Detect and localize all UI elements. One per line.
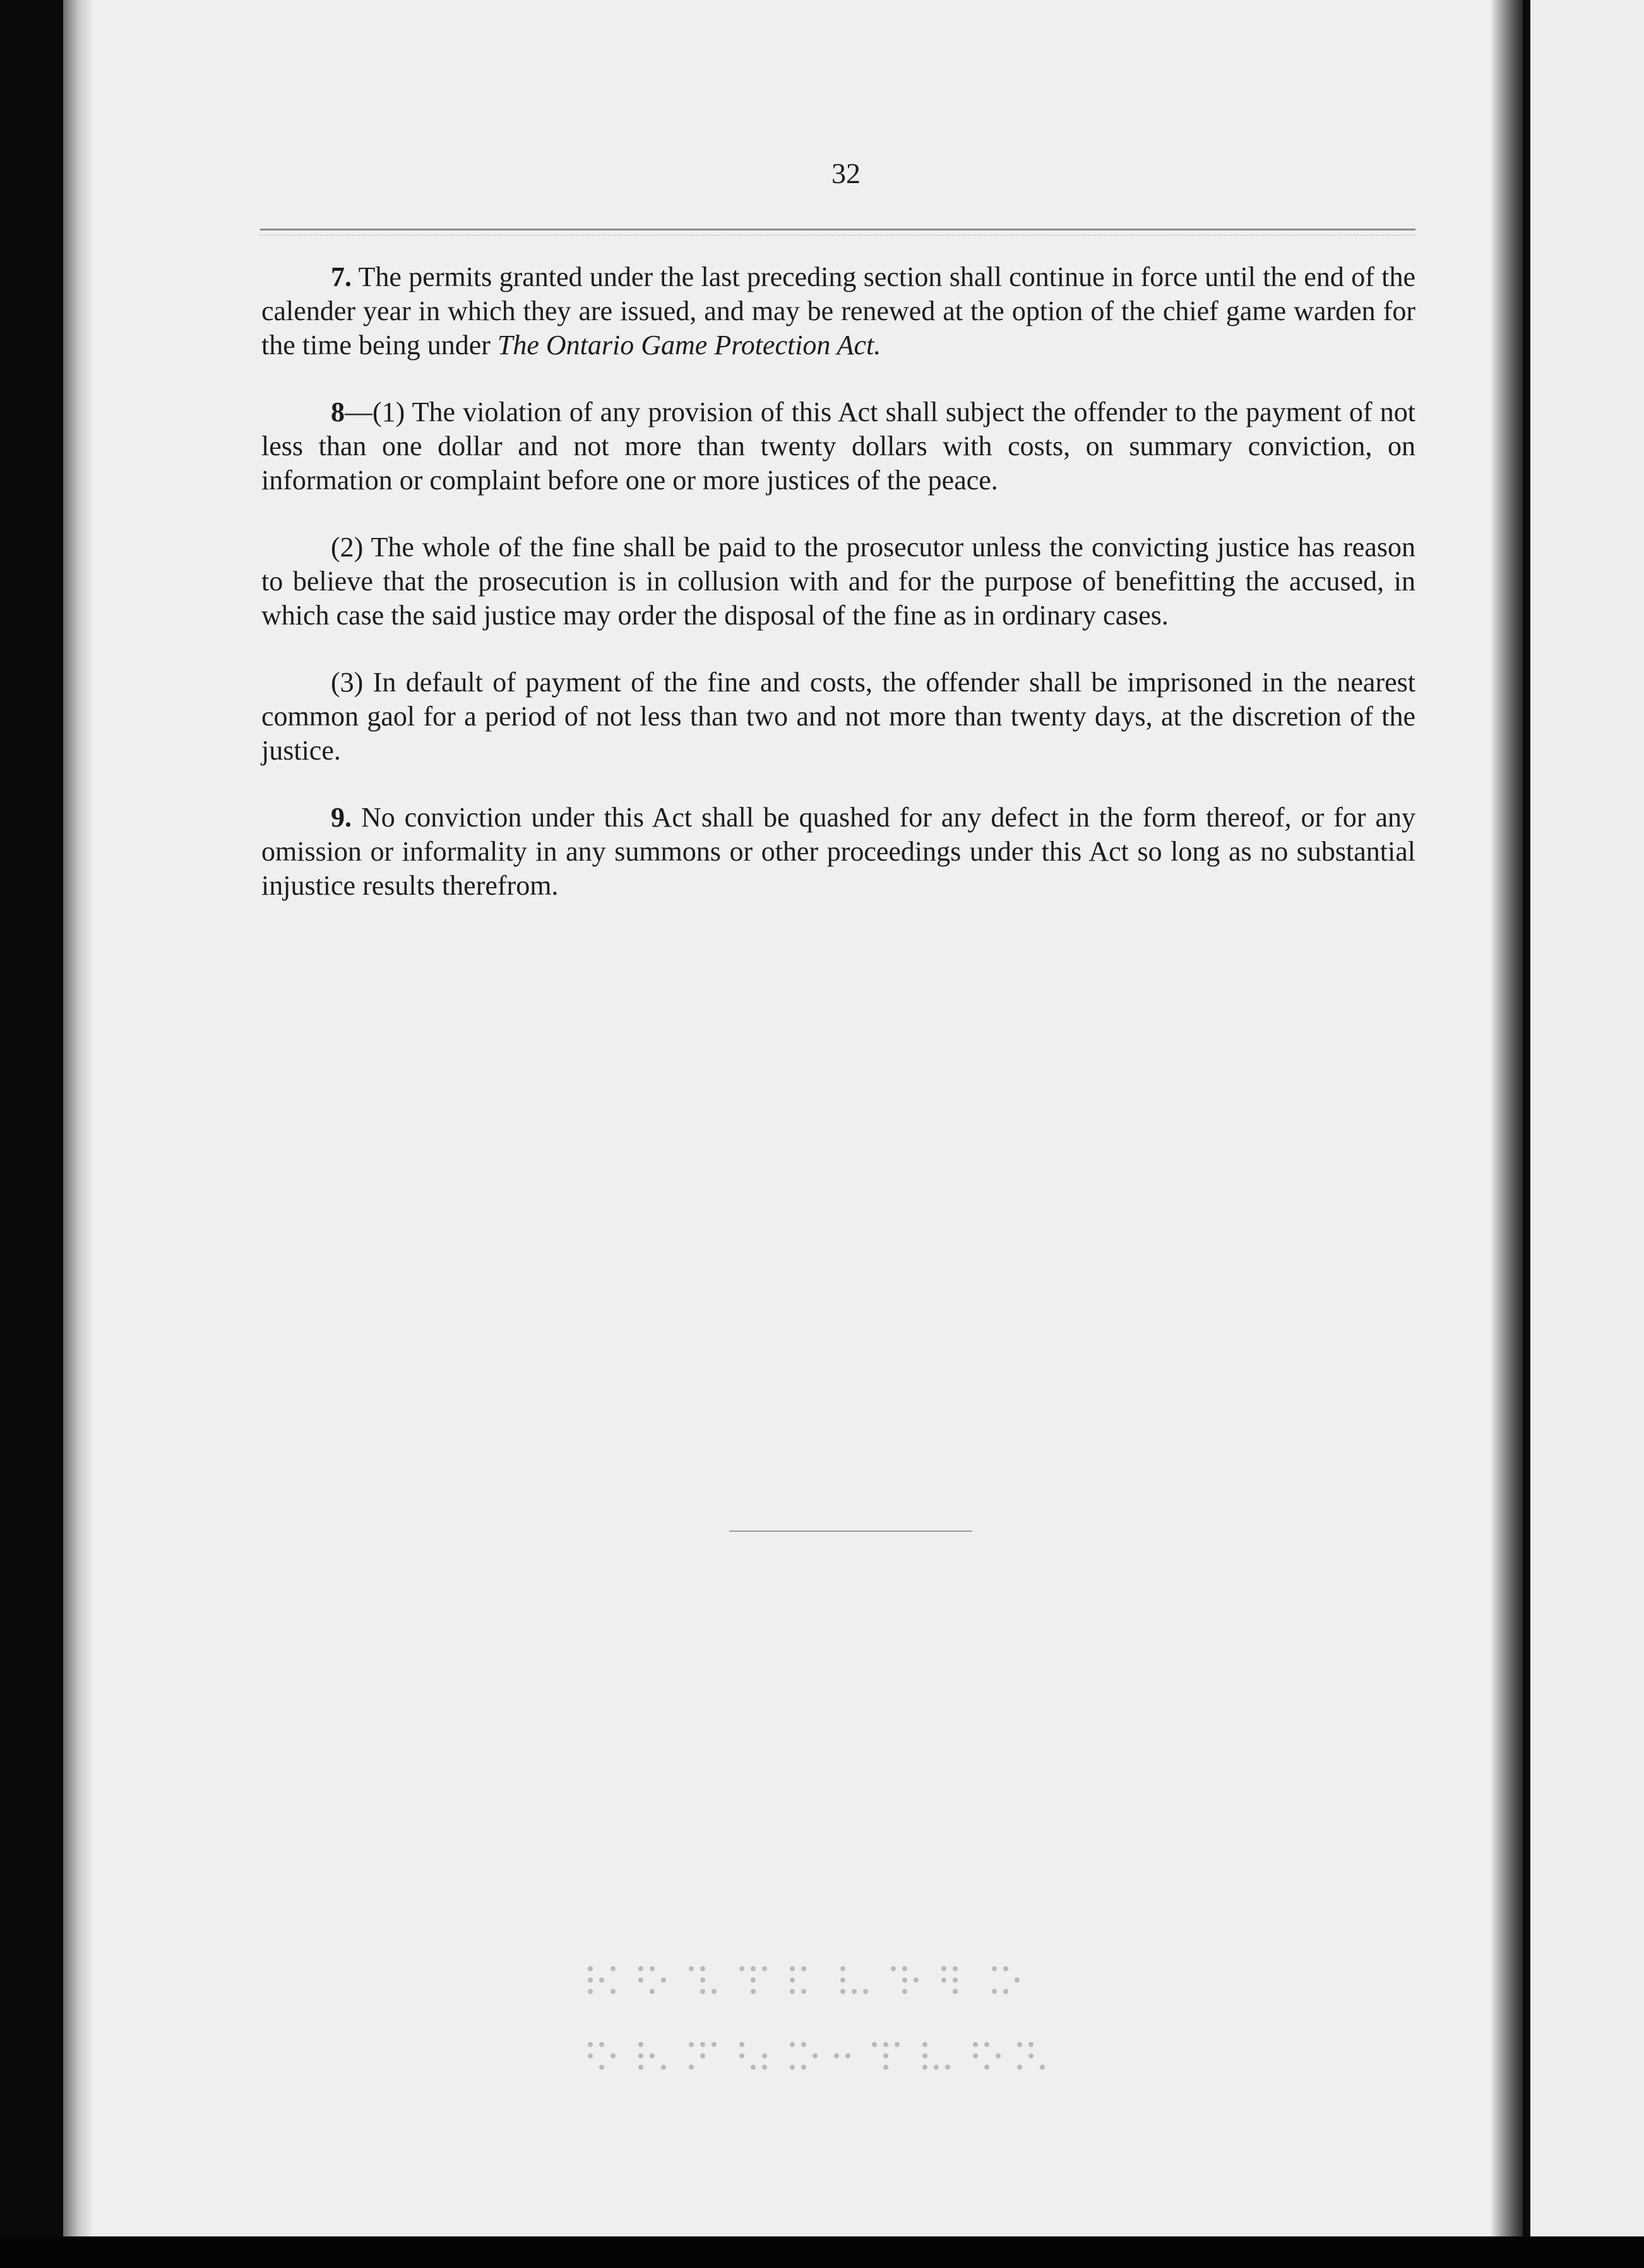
section-9 <box>261 801 1415 903</box>
page-gutter-shadow <box>1491 0 1523 2236</box>
perforated-stamp-image <box>571 1943 1057 2108</box>
scan-border <box>0 2236 1644 2268</box>
section-text: No conviction under this Act shall be quashed for any defect in the form thereof, or for any omission or informality in any summons or other proceedings under this Act so long as no substantial injustice results therefrom. <box>261 802 1415 901</box>
adjacent-page-edge <box>1530 0 1644 2236</box>
section-text: (3) In default of payment of the fine and costs, the offender shall be imprisoned in the nearest common gaol for a period of not less than two and not more than twenty days, at the discretion of the justice. <box>261 667 1415 766</box>
section-8-3 <box>261 665 1415 768</box>
section-number: 9. <box>331 802 352 833</box>
header-rule-secondary <box>260 235 1415 236</box>
section-7 <box>261 260 1415 362</box>
section-text: The permits granted under the last preceding section shall continue in force until the end of the calender year in which they are issued, and may be renewed at the option of the chief game warden for the time being under <box>261 261 1415 361</box>
binding-edge <box>63 0 92 2236</box>
section-text: (2) The whole of the fine shall be paid to the prosecutor unless the convicting justice has reason to believe that the prosecution is in collusion with and for the purpose of benefitting the accused, in which case the said justice may order the disposal of the fine as in ordinary cases. <box>261 532 1415 631</box>
header-rule <box>260 229 1415 230</box>
section-number: 8 <box>331 397 345 427</box>
end-rule <box>729 1531 972 1532</box>
section-8-1 <box>261 395 1415 498</box>
act-title: The Ontario Game Protection Act. <box>497 330 881 361</box>
page-number: 32 <box>831 157 861 189</box>
section-text: —(1) The violation of any provision of this Act shall subject the offender to the payment of not less than one dollar and not more than twenty dollars with costs, on summary conviction, on information or complaint before one or more justices of the peace. <box>261 397 1415 496</box>
document-body <box>261 260 1415 936</box>
section-8-2 <box>261 530 1415 633</box>
section-number: 7. <box>331 261 352 292</box>
